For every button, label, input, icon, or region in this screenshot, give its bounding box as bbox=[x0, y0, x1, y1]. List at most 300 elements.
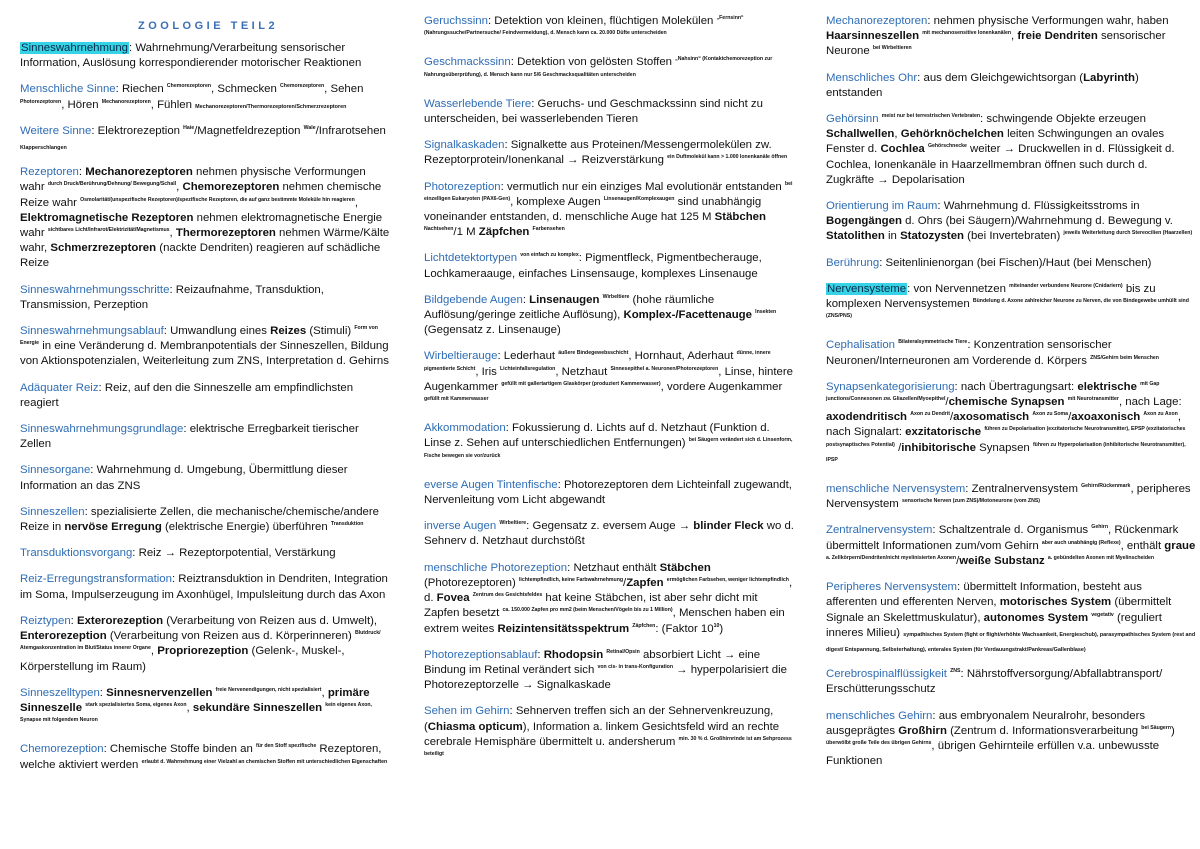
entry-term: Sinneswahrnehmungsschritte bbox=[20, 283, 170, 296]
superscript-note: Linsenaugen/Komplexaugen bbox=[603, 196, 675, 203]
entry-text: nehmen physische Verformungen wahr bbox=[20, 166, 366, 194]
entry-text: , Iris bbox=[475, 365, 500, 378]
entry-term: Synapsenkategorisierung bbox=[826, 380, 955, 393]
superscript-note: a. gebündelten Axonen mit Myelinscheiden bbox=[1047, 555, 1155, 562]
entry-term: everse Augen Tintenfische bbox=[424, 478, 558, 491]
bold-term: Cochlea bbox=[880, 143, 925, 156]
entry-term: Bildgebende Augen bbox=[424, 293, 523, 306]
superscript-note: Nachtsehen bbox=[424, 226, 454, 233]
bold-term: axosomatisch bbox=[953, 411, 1030, 424]
superscript-note: führen zu Depolarisation (exzitatorische Neurotransmitter), EPSP (exzitatorisches postsynaptisches Potential) bbox=[826, 426, 1186, 448]
superscript-note: Gehirn/Rückenmark bbox=[1081, 483, 1131, 490]
glossary-entry bbox=[826, 667, 1196, 697]
bold-term: inhibitorische bbox=[901, 441, 976, 454]
entry-text: : Wahrnehmung/Verarbeitung sensorischer Information, Auslösung korrespondierender motorischer Reaktionen bbox=[20, 42, 362, 70]
bold-term: Statolithen bbox=[826, 230, 885, 243]
entry-text: / bbox=[1068, 411, 1072, 424]
superscript-note: Photorezeptoren bbox=[20, 98, 62, 105]
entry-text: (Zentrum d. Informationsverarbeitung bbox=[946, 724, 1142, 737]
glossary-entry bbox=[424, 561, 794, 637]
entry-text: ) bbox=[719, 622, 724, 635]
superscript-note: sichtbares Licht/Infrarot/Elektrizität/Magnetismus bbox=[47, 227, 170, 234]
superscript-note: ca. 150.000 Zapfen pro mm2 (beim Menschen/Vögeln bis zu 1 Million) bbox=[502, 607, 673, 614]
superscript-note: überwölbt große Teile des übrigen Gehirns bbox=[826, 740, 932, 747]
entry-text: /1 M bbox=[453, 226, 479, 239]
glossary-entry bbox=[20, 41, 390, 71]
entry-term: menschliche Nervensystem bbox=[826, 483, 966, 496]
entry-text: : nehmen physische Verformungen wahr, haben bbox=[927, 15, 1169, 27]
glossary-entry bbox=[20, 165, 390, 271]
superscript-note: Wirbeltiere bbox=[499, 520, 527, 527]
bold-term: Gehörknöchelchen bbox=[900, 128, 1004, 141]
superscript-note: Osmolarität/(unspezifische Rezeptoren)/spezifische Rezeptoren, die auf ganz bestimmte Moleküle hin reagieren bbox=[80, 196, 355, 203]
entry-text: : Detektion von gelösten Stoffen bbox=[510, 56, 676, 69]
superscript-note: Bilateralsymmetrische Tiere bbox=[898, 339, 968, 346]
column-left bbox=[20, 14, 390, 784]
entry-text: leiten Schwingungen an ovales Fenster d. bbox=[826, 128, 1165, 156]
entry-term: Photorezeptionsablauf bbox=[424, 648, 538, 661]
superscript-note: Gehirn bbox=[1091, 524, 1108, 531]
superscript-note: a. Zellkörpern/Dendriten/nicht myelinisierten Axonen bbox=[826, 555, 957, 562]
entry-term: Akkommodation bbox=[424, 422, 506, 435]
bold-term: primäre Sinneszelle bbox=[20, 686, 370, 714]
entry-term: Menschliche Sinne bbox=[20, 83, 116, 96]
bold-term: axoaxonisch bbox=[1071, 411, 1141, 424]
entry-text: : Geruchs- und Geschmackssinn sind nicht zu unterscheiden, bei wasserlebenden Tieren bbox=[424, 97, 763, 126]
entry-text: , Netzhaut bbox=[555, 365, 611, 378]
entry-text: , bbox=[176, 181, 183, 194]
entry-text: weiter → Druckwellen in d. Flüssigkeit d. Cochlea, Ionenkanäle in Haarzellmembran öffnen such durch d. Zugkräfte → Depolarisation bbox=[826, 143, 1175, 186]
entry-text: , Linse, hintere Augenkammer bbox=[424, 365, 793, 393]
glossary-entry bbox=[424, 421, 794, 467]
entry-text: : bbox=[99, 686, 107, 699]
superscript-note: Sinnesepithel a. Neuronen/Photorezeptoren bbox=[610, 365, 719, 372]
entry-text: , Hören bbox=[61, 98, 102, 111]
glossary-entry bbox=[424, 138, 794, 168]
superscript-note: „Fernsinn“ (Nahrungssuche/Partnersuche/ Feindvermeidung), d. Mensch kann ca. 20.000 Düfte unterscheiden bbox=[424, 15, 744, 37]
entry-term: Cerebrospinalflüssigkeit bbox=[826, 668, 947, 681]
entry-term: Sinneszelltypen bbox=[20, 686, 100, 699]
small-note: sympathisches System (fight or flight/erhöhte Wachsamkeit, Energieschub), parasympathisches System (rest and digest/ Entspannung, Selbsterhaltung), enterales System (für Verdauungstrakt/Pankreas/Gallenblase) bbox=[826, 631, 1196, 653]
glossary-entry bbox=[424, 349, 794, 410]
entry-text: : vermutlich nur ein einziges Mal evolutionär entstanden bbox=[500, 180, 785, 193]
entry-text: (reguliert inneres Milieu) bbox=[826, 611, 1162, 639]
glossary-entry bbox=[20, 686, 390, 732]
bold-term: chemische Synapsen bbox=[948, 396, 1065, 409]
bold-term: motorisches System bbox=[999, 596, 1112, 609]
glossary-entry bbox=[20, 324, 390, 370]
superscript-note: von cis- in trans-Konfiguration bbox=[597, 664, 673, 671]
entry-term: Zentralnervensystem bbox=[826, 524, 933, 537]
entry-text: , Menschen haben ein extrem weites bbox=[424, 607, 785, 635]
superscript-note: Form von Energie bbox=[20, 325, 378, 347]
entry-text: ), Information a. linkem Gesichtsfeld wird an rechte cerebrale Hemisphäre übermittelt u. andersherum bbox=[424, 720, 780, 748]
entry-text: : Sehnerven treffen sich an der Sehnervenkreuzung, ( bbox=[424, 705, 774, 733]
glossary-entry bbox=[20, 572, 390, 602]
entry-text: , bbox=[150, 645, 158, 658]
bold-term: Chiasma opticum bbox=[427, 720, 523, 733]
glossary-entry bbox=[424, 478, 794, 508]
superscript-note: mit mechanosensitive Ionenkanälen bbox=[922, 30, 1012, 37]
glossary-entry bbox=[826, 282, 1196, 328]
entry-text: sind unabhängig voneinander entstanden, d. menschliche Auge hat 125 M bbox=[424, 195, 762, 224]
entry-text: → hyperpolarisiert die Photorezeptorzelle → Signalkaskade bbox=[424, 663, 787, 692]
entry-term: Gehörsinn bbox=[826, 113, 879, 126]
bold-term: Thermorezeptoren bbox=[175, 227, 276, 240]
entry-term: Sehen im Gehirn bbox=[424, 705, 510, 718]
entry-text: : aus embryonalem Neuralrohr, besonders ausgeprägtes bbox=[826, 709, 1146, 737]
superscript-note: führen zu Hyperpolarisation (inhibitorische Neurotransmitter), IPSP bbox=[826, 441, 1186, 464]
superscript-note: Mechanorezeptoren bbox=[101, 98, 151, 105]
column-right bbox=[826, 14, 1196, 780]
entry-term: Rezeptoren bbox=[20, 166, 79, 179]
entry-text: : Signalkette aus Proteinen/Messengermolekülen zw. Rezeptorprotein/Ionenkanal → Reizverstärkung bbox=[424, 139, 772, 167]
entry-text: : Reiz, auf den die Sinneszelle am empfindlichsten reagiert bbox=[20, 381, 354, 409]
superscript-note: bei Wirbeltieren bbox=[872, 45, 912, 52]
entry-text: , Schmecken bbox=[211, 83, 281, 96]
glossary-entry bbox=[826, 380, 1196, 471]
entry-term: Nervensysteme bbox=[827, 282, 907, 295]
superscript-note: bei Säugern verändert sich d. Linsenform, Fische bewegen sie vor/zurück bbox=[424, 437, 793, 459]
entry-term: Adäquater Reiz bbox=[20, 381, 99, 394]
superscript-note: gefüllt mit gallertartigem Glaskörper (produziert Kammerwasser) bbox=[501, 381, 661, 388]
entry-text: , komplexe Augen bbox=[510, 195, 604, 208]
entry-text: / bbox=[945, 396, 949, 409]
entry-term: Sinneswahrnehmung bbox=[21, 42, 129, 54]
entry-text: : Gegensatz z. eversem Auge → bbox=[526, 520, 694, 533]
page-title: ZOOLOGIE TEIL2 bbox=[138, 20, 279, 32]
superscript-note: bei Säugern bbox=[1141, 724, 1171, 731]
superscript-note: kein eigenes Axon, Synapse mit folgendem Neuron bbox=[20, 702, 373, 724]
entry-text: : übermittelt Information, besteht aus afferenten und efferenten Nerven, bbox=[826, 581, 1142, 609]
bold-term: Bogengängen bbox=[826, 215, 902, 228]
superscript-note: Wale bbox=[303, 125, 316, 132]
bold-term: Stäbchen bbox=[714, 211, 766, 224]
entry-text: / bbox=[623, 576, 627, 589]
superscript-note: erlaubt d. Wahrnehmung einer Vielzahl an chemischen Stoffen mit unterschiedlichen Eigenschaften bbox=[141, 758, 388, 765]
bold-term: Mechanorezeptoren bbox=[85, 166, 193, 179]
glossary-entry bbox=[826, 199, 1196, 245]
entry-text: , Sehen bbox=[324, 83, 364, 96]
bold-term: Exterorezeption bbox=[77, 614, 164, 627]
superscript-note: ZNS/Gehirn beim Menschen bbox=[1090, 354, 1159, 361]
superscript-note: sensorische Nerven (zum ZNS)/Motoneurone (vom ZNS) bbox=[901, 498, 1041, 505]
entry-text: : Reiztransduktion in Dendriten, Integration im Soma, Impulserzeugung im Axonhügel, Impulsleitung durch das Axon bbox=[20, 573, 388, 601]
entry-text: : (Faktor 10 bbox=[655, 622, 714, 635]
entry-text: (Photorezeptoren) bbox=[424, 576, 519, 589]
entry-term: Reiztypen bbox=[20, 614, 71, 627]
entry-text: : elektrische Erregbarkeit tierischer Zellen bbox=[20, 423, 359, 451]
superscript-note: stark spezialisiertes Soma, eigenes Axon bbox=[85, 702, 187, 709]
entry-text: , peripheres Nervensystem bbox=[826, 483, 1191, 511]
glossary-entry bbox=[424, 14, 794, 44]
entry-text: : Netzhaut enthält bbox=[567, 561, 660, 574]
entry-text: : bbox=[70, 614, 77, 627]
column-middle bbox=[424, 14, 794, 776]
entry-text: d. Ohrs (bei Säugern)/Wahrnehmung d. Bewegung v. bbox=[901, 215, 1173, 228]
entry-term: Cephalisation bbox=[826, 339, 896, 352]
superscript-note: Farbensehen bbox=[532, 226, 565, 233]
entry-text: : schwingende Objekte erzeugen bbox=[980, 113, 1146, 126]
glossary-entry bbox=[826, 256, 1196, 271]
superscript-note: Chemorezeptoren bbox=[166, 83, 212, 90]
superscript-note: Lichteinfallsregulation bbox=[500, 365, 556, 372]
entry-text: , bbox=[1011, 30, 1018, 43]
superscript-note: Bündelung d. Axone zahlreicher Neurone zu Nerven, die von Bindegewebe umhüllt sind (ZNS/PNS) bbox=[826, 298, 1189, 320]
superscript-note: min. 30 % d. Großhirnrinde ist am Sehprozess beteiligt bbox=[424, 735, 792, 758]
entry-text: , bbox=[169, 227, 176, 240]
glossary-entry bbox=[20, 422, 390, 452]
entry-text: ) bbox=[1171, 724, 1175, 737]
entry-text: : bbox=[537, 648, 544, 661]
superscript-note: lichtempfindlich, keine Farbwahrnehmung bbox=[518, 577, 624, 584]
entry-text: : aus dem Gleichgewichtsorgan ( bbox=[917, 71, 1084, 84]
entry-text: : Schaltzentrale d. Organismus bbox=[932, 524, 1092, 537]
bold-term: autonomes System bbox=[983, 611, 1089, 624]
entry-text: (Verarbeitung von Reizen aus d. Körperinneren) bbox=[106, 630, 355, 643]
glossary-entry bbox=[424, 97, 794, 127]
bold-term: blinder Fleck bbox=[693, 520, 764, 533]
bold-term: graue bbox=[1164, 539, 1196, 552]
entry-text: (Gelenk-, Muskel-, Körperstellung im Raum) bbox=[20, 645, 345, 673]
bold-term: nervöse Erregung bbox=[64, 521, 162, 534]
glossary-entry bbox=[20, 546, 390, 561]
superscript-note: gefüllt mit Kammerwasser bbox=[424, 396, 489, 403]
entry-term: Berührung bbox=[826, 256, 880, 269]
entry-text: : Reizaufnahme, Transduktion, Transmission, Perzeption bbox=[20, 283, 324, 311]
entry-term: Signalkaskaden bbox=[424, 139, 505, 152]
bold-term: Großhirn bbox=[898, 724, 947, 737]
glossary-entry bbox=[424, 180, 794, 241]
entry-text: hat keine Stäbchen, ist aber sehr dicht mit Zapfen besetzt bbox=[424, 592, 758, 620]
entry-term: Photorezeption bbox=[424, 180, 501, 193]
superscript-note: Chemorezeptoren bbox=[280, 83, 325, 90]
entry-text: / bbox=[949, 411, 954, 424]
glossary-entry bbox=[424, 648, 794, 694]
entry-text: , nach Lage: bbox=[1118, 396, 1182, 409]
bold-term: Stäbchen bbox=[659, 561, 711, 574]
entry-term: Geschmackssinn bbox=[424, 56, 511, 69]
glossary-entry bbox=[20, 283, 390, 313]
entry-text: : Detektion von kleinen, flüchtigen Molekülen bbox=[487, 15, 717, 27]
entry-text: , bbox=[321, 686, 328, 699]
entry-term: Chemorezeption bbox=[20, 743, 104, 756]
glossary-entry bbox=[424, 251, 794, 281]
glossary-entry bbox=[20, 82, 390, 112]
bold-term: Chemorezeptoren bbox=[182, 181, 280, 194]
entry-text: : von Nervennetzen bbox=[907, 282, 1010, 295]
entry-text: : Nährstoffversorgung/Abfallabtransport/ Erschütterungsschutz bbox=[826, 668, 1163, 696]
glossary-entry bbox=[20, 124, 390, 154]
entry-term: Sinneswahrnehmungsablauf bbox=[20, 325, 164, 338]
entry-term: Reiz-Erregungstransformation bbox=[20, 573, 172, 586]
entry-text: , Fühlen bbox=[150, 98, 196, 111]
small-note: Klapperschlangen bbox=[20, 145, 67, 152]
glossary-entry bbox=[826, 112, 1196, 188]
entry-text: : Fokussierung d. Lichts auf d. Netzhaut (Funktion d. Linse z. Sehen auf unterschiedlichen Entfernungen) bbox=[424, 422, 770, 450]
entry-text: : Wahrnehmung d. Umgebung, Übermittlung dieser Information an das ZNS bbox=[20, 464, 348, 492]
glossary-entry bbox=[424, 704, 794, 765]
bold-term: Zäpfchen bbox=[478, 226, 530, 239]
superscript-note: von einfach zu komplex bbox=[520, 252, 579, 259]
glossary-entry bbox=[826, 338, 1196, 368]
superscript-note: Axon zu Dendrit bbox=[910, 411, 950, 418]
bold-term: Fovea bbox=[436, 592, 470, 605]
bold-term: Zapfen bbox=[626, 576, 664, 589]
entry-text: bis zu komplexen Nervensystemen bbox=[826, 282, 1156, 311]
entry-term: Mechanorezeptoren bbox=[826, 15, 928, 27]
entry-term: Wasserlebende Tiere bbox=[424, 97, 532, 110]
entry-text: : nach Übertragungsart: bbox=[954, 380, 1078, 393]
glossary-entry bbox=[826, 580, 1196, 656]
superscript-note: meist nur bei terrestrischen Vertebraten bbox=[881, 113, 981, 120]
superscript-note: jeweils Weiterleitung durch Stereocilien (Haarzellen) bbox=[1063, 230, 1193, 237]
entry-text: nehmen Wärme/Kälte wahr, bbox=[20, 227, 390, 255]
entry-text: : bbox=[522, 293, 530, 306]
superscript-note: für den Stoff spezifische bbox=[255, 743, 317, 750]
entry-text: , bbox=[354, 196, 359, 209]
superscript-note: durch Druck/Berührung/Dehnung/ Bewegung/Schall bbox=[47, 181, 177, 188]
superscript-note: Wirbeltiere bbox=[602, 294, 630, 301]
entry-term: menschliches Gehirn bbox=[826, 709, 933, 722]
bold-term: freie Dendriten bbox=[1017, 30, 1098, 43]
entry-text: : Seitenlinienorgan (bei Fischen)/Haut (bei Menschen) bbox=[879, 256, 1152, 269]
superscript-note: miteinander verbundene Neurone (Cnidariern) bbox=[1009, 283, 1123, 290]
superscript-note: Haie bbox=[183, 125, 195, 132]
superscript-note: „Nahsinn“ (Kontaktchemorezeption zur Nahrungsüberprüfung), d. Mensch kann nur 5/6 Geschmacksqualitäten unterscheiden bbox=[424, 56, 773, 78]
entry-text: (Verarbeitung von Reizen aus d. Umwelt), bbox=[163, 614, 378, 627]
superscript-note: Retinal/Opsin bbox=[606, 648, 640, 655]
glossary-entry bbox=[20, 614, 390, 675]
superscript-note: Zentrum des Gesichtsfeldes bbox=[472, 592, 543, 599]
entry-text: : Wahrnehmung d. Flüssigkeitsstroms in bbox=[937, 200, 1140, 213]
entry-text: / bbox=[956, 554, 960, 567]
bold-term: Rhodopsin bbox=[543, 648, 604, 661]
entry-text: : Elektrorezeption bbox=[91, 124, 184, 137]
bold-term: Reizintensitätsspektrum bbox=[497, 622, 630, 635]
bold-term: Reizes bbox=[270, 325, 307, 338]
entry-text: ) entstanden bbox=[826, 71, 1139, 99]
entry-text: nehmen elektromagnetische Energie wahr bbox=[20, 211, 383, 240]
entry-text: (elektrische Energie) überführen bbox=[161, 521, 331, 534]
bold-term: Elektromagnetische Rezeptoren bbox=[20, 211, 194, 224]
entry-term: Sinneszellen bbox=[20, 505, 85, 518]
entry-text: , übrigen Gehirnteile erfüllen v.a. unbewusste Funktionen bbox=[826, 739, 1160, 768]
bold-term: elektrische bbox=[1077, 380, 1137, 393]
glossary-entry bbox=[424, 293, 794, 339]
entry-text: : Lederhaut bbox=[497, 350, 559, 363]
entry-text: wo d. Sehnerv d. Netzhaut durchstößt bbox=[424, 520, 794, 548]
superscript-note: ermöglichen Farbsehen, weniger lichtempfindlich bbox=[666, 577, 789, 584]
superscript-note: Axon zu Soma bbox=[1032, 411, 1069, 418]
entry-text: : Konzentration sensorischer Neuronen/Interneuronen am Vorderende d. Körpers bbox=[826, 339, 1112, 367]
entry-text: (nackte Dendriten) reagieren auf schädliche Reize bbox=[20, 242, 381, 270]
glossary-entry bbox=[20, 381, 390, 411]
entry-text: (hohe räumliche Auflösung/geringe zeitliche Auflösung), bbox=[424, 293, 715, 322]
bold-term: weiße Substanz bbox=[959, 554, 1045, 567]
entry-text: Rezeptoren, welche aktiviert werden bbox=[20, 743, 382, 771]
entry-term: Geruchssinn bbox=[424, 15, 488, 27]
glossary-entry bbox=[826, 709, 1196, 770]
entry-text: nehmen chemische Reize wahr bbox=[20, 181, 382, 209]
superscript-note: 10 bbox=[713, 622, 720, 629]
entry-text: : Umwandlung eines bbox=[163, 325, 271, 338]
glossary-entry bbox=[424, 519, 794, 549]
superscript-note: freie Nervenendigungen, nicht spezialisiert bbox=[215, 686, 322, 693]
entry-term: Transduktionsvorgang bbox=[20, 547, 133, 560]
glossary-entry bbox=[826, 523, 1196, 569]
entry-term: Wirbeltierauge bbox=[424, 350, 498, 363]
entry-text: , bbox=[186, 701, 193, 714]
bold-term: Enterorezeption bbox=[20, 630, 107, 643]
bold-term: Statozysten bbox=[900, 230, 964, 243]
superscript-note: mit Neurotransmitter bbox=[1067, 396, 1119, 403]
superscript-note: Blutdruck/ Atemgaskonzentration im Blut/Status innerer Organe bbox=[20, 630, 381, 652]
superscript-note: Gehörschnecke bbox=[927, 143, 967, 150]
superscript-note: äußere Bindegewebsschicht bbox=[558, 350, 629, 357]
entry-text: (Stimuli) bbox=[306, 325, 355, 338]
bold-term: Haarsinneszellen bbox=[826, 30, 920, 43]
entry-text: : Pigmentfleck, Pigmentbecherauge, Lochkameraauge, einfaches Linsensauge, komplexes Linsenauge bbox=[424, 252, 762, 280]
entry-text: (Gegensatz z. Linsenauge) bbox=[424, 324, 561, 337]
entry-text: , bbox=[894, 128, 901, 141]
entry-term: Sinneswahrnehmungsgrundlage bbox=[20, 423, 184, 436]
superscript-note: ZNS bbox=[950, 668, 961, 675]
entry-text: in eine Veränderung d. Membranpotentials der Sinneszellen, Bildung von Aktionspotenzialen, Weiterleitung zum ZNS, Interpretation d. Gehirns bbox=[20, 340, 389, 368]
bold-term: axodendritisch bbox=[826, 411, 908, 424]
bold-term: Schmerzrezeptoren bbox=[50, 242, 157, 255]
bold-term: Linsenaugen bbox=[529, 293, 600, 306]
entry-text: , enthält bbox=[1120, 539, 1165, 552]
entry-text: : Photorezeptoren dem Lichteinfall zugewandt, Nervenleitung vom Licht abgewandt bbox=[424, 478, 792, 507]
entry-text: , nach Signalart: bbox=[826, 411, 1181, 439]
superscript-note: ein Duftmolekül kann > 1.000 Ionenkanäle öffnen bbox=[667, 154, 788, 161]
entry-term: Sinnesorgane bbox=[20, 464, 91, 477]
bold-term: exzitatorische bbox=[905, 426, 982, 439]
entry-text: : bbox=[78, 166, 86, 179]
superscript-note: vegetativ bbox=[1091, 611, 1114, 618]
superscript-note: Axon zu Axon bbox=[1143, 411, 1178, 418]
glossary-entry bbox=[20, 463, 390, 493]
entry-text: : spezialisierte Zellen, die mechanische/chemische/andere Reize in bbox=[20, 505, 380, 534]
superscript-note: Zäpfchen bbox=[632, 622, 656, 629]
entry-text: , vordere Augenkammer bbox=[660, 380, 783, 393]
entry-term: inverse Augen bbox=[424, 520, 497, 533]
glossary-entry bbox=[826, 482, 1196, 512]
glossary-entry bbox=[826, 14, 1196, 60]
bold-term: Schallwellen bbox=[826, 128, 895, 141]
glossary-entry bbox=[20, 742, 390, 772]
entry-text: (bei Invertebraten) bbox=[964, 230, 1064, 243]
superscript-note: mit Gap junctions/Connexonen zw. Gliazellen/Myoepithel bbox=[826, 381, 1160, 403]
glossary-entry bbox=[424, 55, 794, 85]
superscript-note: bei einzelligen Eukaryoten (PAX6-Gen) bbox=[424, 180, 793, 203]
entry-text: / bbox=[894, 441, 902, 454]
entry-term: menschliche Photorezeption bbox=[424, 561, 568, 574]
entry-text: sensorischer Neurone bbox=[826, 30, 1166, 58]
glossary-entry bbox=[826, 71, 1196, 101]
bold-term: sekundäre Sinneszellen bbox=[192, 701, 323, 714]
entry-term: Weitere Sinne bbox=[20, 124, 92, 137]
superscript-note: aber auch unabhängig (Reflexe) bbox=[1041, 539, 1121, 546]
entry-term: Orientierung im Raum bbox=[826, 200, 938, 213]
entry-term: Lichtdetektortypen bbox=[424, 252, 518, 265]
entry-text: Synapsen bbox=[975, 441, 1033, 454]
entry-term: Menschliches Ohr bbox=[826, 71, 918, 84]
glossary-entry bbox=[20, 505, 390, 535]
entry-text: : Reiz → Rezeptorpotential, Verstärkung bbox=[132, 547, 336, 560]
entry-text: /Magnetfeldrezeption bbox=[194, 124, 304, 137]
